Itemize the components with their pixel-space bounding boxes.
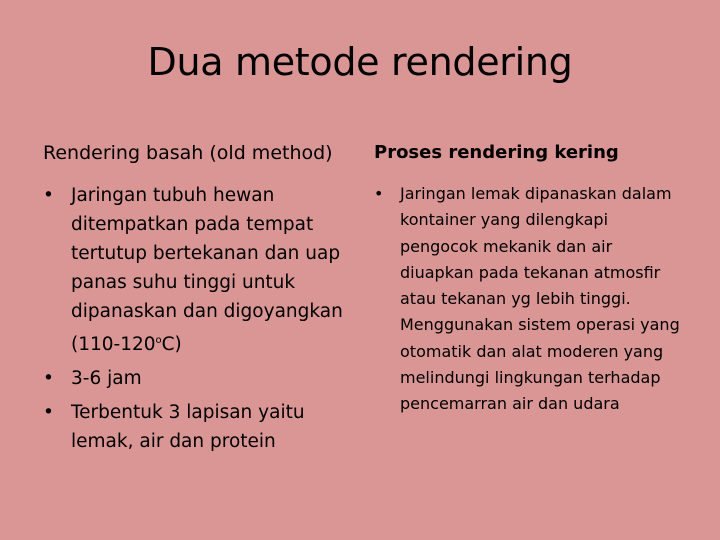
list-item [43,398,353,456]
dry-rendering-column [374,140,684,418]
slide-title: Dua metode rendering [147,40,573,84]
wet-rendering-list [43,181,353,456]
bullet-icon: • [43,368,54,389]
degree-superscript: o [155,335,162,346]
wet-rendering-heading: Rendering basah (old method) [43,142,333,164]
bullet-icon: • [43,402,54,423]
list-item-text: Jaringan lemak dipanaskan dalam kontainer yang dilengkapi pengocok mekanik dan air diuapkan pada tekanan atmosfir atau tekanan yg lebih tinggi. Menggunakan sistem operasi yang otomatik dan alat moderen yang melindungi lingkungan terhadap pencemarran air dan udara [400,184,680,414]
list-item-text: Terbentuk 3 lapisan yaitu lemak, air dan protein [71,402,305,452]
list-item [43,181,353,359]
list-item-text: 3-6 jam [71,368,142,389]
list-item [43,364,353,393]
bullet-icon: • [374,184,384,203]
list-item-text: Jaringan tubuh hewan ditempatkan pada tempat tertutup bertekanan dan uap panas suhu tinggi untuk dipanaskan dan digoyangkan (110-120 [71,185,343,355]
bullet-icon: • [43,185,54,206]
wet-rendering-column [43,140,353,461]
dry-rendering-heading: Proses rendering kering [374,142,619,163]
list-item [374,181,684,418]
list-item-text-suffix: C) [161,334,182,355]
dry-rendering-list [374,181,684,418]
